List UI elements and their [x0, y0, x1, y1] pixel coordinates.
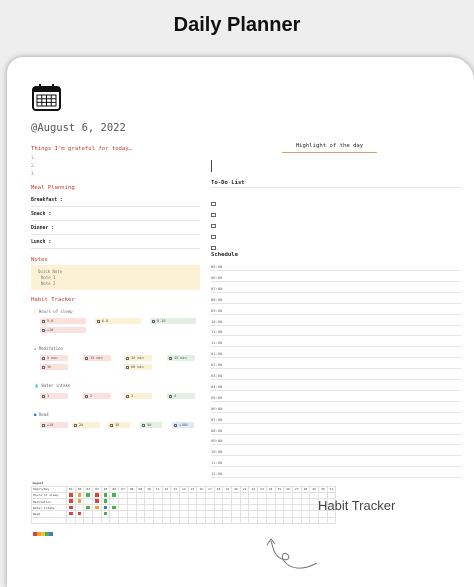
meditation-opt-1[interactable]: 5 min	[40, 355, 68, 361]
tracker-cell[interactable]	[266, 517, 275, 523]
tracker-dot	[104, 499, 108, 503]
color-palette	[33, 532, 53, 536]
swatch-red[interactable]	[33, 532, 37, 536]
schedule-slot[interactable]: 11:00	[211, 460, 223, 466]
tracker-cell[interactable]	[136, 517, 145, 523]
tracker-day-header: 23	[258, 486, 267, 492]
schedule-slot[interactable]: 11:00	[211, 329, 223, 335]
tracker-dot	[78, 512, 82, 516]
tracker-dot	[78, 493, 82, 497]
meal-dinner[interactable]: Dinner :	[31, 226, 55, 231]
read-opt-4[interactable]: 50	[140, 422, 162, 428]
tracker-cell[interactable]	[110, 517, 119, 523]
meditation-opt-5[interactable]: 1h	[40, 364, 68, 370]
tracker-cell[interactable]	[292, 517, 301, 523]
page-header-title: Daily Planner	[173, 14, 301, 36]
meal-lunch[interactable]: Lunch :	[31, 240, 52, 245]
schedule-divider	[211, 444, 461, 445]
tracker-cell[interactable]	[223, 517, 232, 523]
schedule-divider	[211, 434, 461, 435]
calendar-icon	[32, 83, 61, 111]
water-opt-4[interactable]: 4	[167, 393, 195, 399]
schedule-slot[interactable]: 05:00	[211, 264, 223, 269]
tracker-cell[interactable]	[284, 517, 293, 523]
tracker-day-header: 27	[292, 486, 301, 492]
moon-icon: ☾	[34, 309, 37, 314]
highlight-cursor[interactable]	[211, 160, 212, 172]
schedule-divider	[211, 466, 461, 467]
tracker-cell[interactable]	[75, 517, 84, 523]
schedule-slot[interactable]: 06:00	[211, 405, 223, 411]
tracker-cell[interactable]	[327, 517, 336, 523]
tracker-cell[interactable]	[171, 517, 180, 523]
schedule-slot[interactable]: 08:00	[211, 427, 223, 433]
tracker-dot	[86, 506, 90, 510]
water-opt-3[interactable]: 3	[124, 393, 152, 399]
schedule-divider	[211, 325, 461, 326]
divider	[31, 234, 200, 235]
tracker-day-header: 12	[162, 486, 171, 492]
gratitude-list	[31, 155, 36, 179]
tracker-cell[interactable]	[101, 517, 110, 523]
tracker-table	[31, 480, 336, 524]
tracker-dot	[69, 499, 73, 503]
meditation-opt-3[interactable]: 30 min	[124, 355, 152, 361]
tracker-day-header: 10	[145, 486, 154, 492]
schedule-divider	[211, 281, 461, 282]
tracker-row-blank	[32, 517, 67, 523]
tracker-dot	[78, 499, 82, 503]
schedule-slot[interactable]: 08:00	[211, 296, 223, 302]
tracker-cell[interactable]	[240, 517, 249, 523]
read-opt-2[interactable]: 20	[72, 422, 100, 428]
divider	[31, 248, 200, 249]
monthly-habit-tracker	[31, 480, 361, 524]
schedule-slot[interactable]: 05:00	[211, 394, 223, 400]
meditation-opt-4[interactable]: 45 min	[167, 355, 195, 361]
tracker-cell[interactable]	[232, 517, 241, 523]
schedule-divider	[211, 335, 461, 336]
tracker-cell[interactable]	[127, 517, 136, 523]
highlight-underline	[282, 152, 377, 153]
habit-tracker-title: Habit Tracker	[31, 297, 75, 303]
read-opt-3[interactable]: 30	[108, 422, 130, 428]
tracker-dot	[104, 493, 108, 497]
tracker-day-header: 21	[240, 486, 249, 492]
tracker-dot	[95, 499, 99, 503]
tracker-row-label: Hours of sleep	[32, 492, 67, 498]
tracker-cell[interactable]	[84, 517, 93, 523]
water-opt-2[interactable]: 2	[83, 393, 111, 399]
tracker-day-header: 02	[75, 486, 84, 492]
tracker-cell[interactable]	[162, 517, 171, 523]
tracker-dot	[95, 506, 99, 510]
schedule-slot[interactable]: 01:00	[211, 351, 223, 357]
schedule-divider	[211, 303, 461, 304]
planner-card	[7, 57, 474, 587]
read-habit-label: ■ Read	[34, 412, 49, 417]
tracker-day-header: 08	[127, 486, 136, 492]
notes-title: Notes	[31, 257, 48, 263]
water-opt-1[interactable]: 1	[40, 393, 68, 399]
note-1: Note 1	[41, 275, 56, 280]
tracker-cell[interactable]	[93, 517, 102, 523]
schedule-divider	[211, 423, 461, 424]
tracker-dot	[86, 493, 90, 497]
tracker-cell[interactable]	[310, 517, 319, 523]
tracker-day-header: 30	[318, 486, 327, 492]
read-opt-1[interactable]: +10	[40, 422, 68, 428]
schedule-divider	[211, 292, 461, 293]
tracker-day-header: 04	[93, 486, 102, 492]
schedule-slot[interactable]: 07:00	[211, 416, 223, 422]
tracker-cell[interactable]	[206, 517, 215, 523]
schedule-slot[interactable]: 09:00	[211, 438, 223, 444]
tracker-day-header: 25	[275, 486, 284, 492]
tracker-cell[interactable]	[67, 517, 76, 523]
tracker-cell[interactable]	[119, 517, 128, 523]
water-drop-icon: 💧	[34, 383, 39, 388]
schedule-divider	[211, 455, 461, 456]
tracker-day-header: 17	[206, 486, 215, 492]
sleep-opt-1[interactable]: 5-6	[40, 318, 86, 324]
gratitude-title: Things I’m grateful for today…	[31, 146, 133, 152]
tracker-dot	[69, 512, 73, 516]
divider	[31, 206, 200, 207]
notes-box[interactable]	[31, 265, 200, 290]
swatch-orange[interactable]	[37, 532, 41, 536]
sleep-opt-4[interactable]: +10	[40, 327, 86, 333]
tracker-cell[interactable]	[249, 517, 258, 523]
curved-arrow-icon	[262, 533, 322, 573]
tracker-day-header: 16	[197, 486, 206, 492]
schedule-divider	[211, 368, 461, 369]
schedule-slot[interactable]: 12:00	[211, 340, 223, 346]
swatch-green[interactable]	[45, 532, 49, 536]
schedule-divider	[211, 477, 461, 478]
schedule-slot[interactable]: 09:00	[211, 307, 223, 313]
gratitude-item-2[interactable]: 2.	[31, 163, 36, 168]
schedule-slot[interactable]: 03:00	[211, 373, 223, 378]
gratitude-item-3[interactable]: 3.	[31, 171, 36, 176]
schedule-title: Schedule	[211, 252, 238, 258]
tracker-cell[interactable]	[258, 517, 267, 523]
schedule-slot[interactable]: 04:00	[211, 383, 223, 389]
meditation-icon: ♙	[34, 346, 37, 351]
swatch-yellow[interactable]	[41, 532, 45, 536]
schedule-divider	[211, 401, 461, 402]
tracker-day-header: 20	[232, 486, 241, 492]
schedule-divider	[211, 314, 461, 315]
highlight-title: Highlight of the day	[295, 143, 364, 149]
tracker-dot	[69, 506, 73, 510]
tracker-dot	[112, 506, 116, 510]
tracker-header: Habit/Day	[32, 486, 67, 492]
book-icon: ■	[34, 412, 37, 417]
tracker-dot	[69, 493, 73, 497]
schedule-slot[interactable]: 12:00	[211, 471, 223, 477]
schedule-slot[interactable]: 07:00	[211, 285, 223, 291]
tracker-dot	[95, 493, 99, 497]
tracker-day-header: 24	[266, 486, 275, 492]
tracker-cell[interactable]	[145, 517, 154, 523]
tracker-day-header: 14	[179, 486, 188, 492]
schedule-divider	[211, 390, 461, 391]
read-opt-5[interactable]: +100	[172, 422, 194, 428]
tracker-cell[interactable]	[188, 517, 197, 523]
tracker-day-header: 22	[249, 486, 258, 492]
tracker-day-header: 18	[214, 486, 223, 492]
tracker-day-header: 01	[67, 486, 76, 492]
water-habit-label: 💧 Water intake	[34, 383, 71, 388]
tracker-day-header: 05	[101, 486, 110, 492]
meditation-opt-6[interactable]: 60 min	[124, 364, 152, 370]
gratitude-item-1[interactable]: 1.	[31, 155, 36, 160]
meal-snack[interactable]: Snack :	[31, 212, 52, 217]
tracker-dot	[104, 506, 108, 510]
todo-title: To-Do List	[211, 180, 245, 186]
tracker-day-header: 07	[119, 486, 128, 492]
tracker-row-label: Meditation	[32, 499, 67, 505]
tracker-cell[interactable]	[318, 517, 327, 523]
schedule-divider	[211, 379, 461, 380]
tracker-row-label: Read	[32, 511, 67, 517]
tracker-day-header: 13	[171, 486, 180, 492]
tracker-day-header: 03	[84, 486, 93, 492]
schedule-divider	[211, 412, 461, 413]
tracker-day-header: 19	[223, 486, 232, 492]
page-date: @August 6, 2022	[31, 122, 126, 134]
schedule-divider	[211, 346, 461, 347]
tracker-cell[interactable]	[179, 517, 188, 523]
tracker-cell[interactable]	[275, 517, 284, 523]
tracker-cell[interactable]	[214, 517, 223, 523]
tracker-day-header: 11	[153, 486, 162, 492]
tracker-row-label: Water intake	[32, 505, 67, 511]
tracker-day-header: 06	[110, 486, 119, 492]
meditation-opt-2[interactable]: 15 min	[83, 355, 111, 361]
divider	[211, 187, 461, 188]
tracker-day-header: 28	[301, 486, 310, 492]
meal-breakfast[interactable]: Breakfast :	[31, 198, 63, 203]
schedule-divider	[211, 357, 461, 358]
divider	[31, 220, 200, 221]
schedule-slot[interactable]: 10:00	[211, 449, 223, 455]
sleep-opt-2[interactable]: 6-8	[95, 318, 141, 324]
schedule-slot[interactable]: 10:00	[211, 318, 223, 324]
tracker-month: August	[32, 480, 44, 485]
tracker-dot	[104, 512, 108, 516]
tracker-cell[interactable]	[153, 517, 162, 523]
tracker-day-header: 29	[310, 486, 319, 492]
tracker-day-header: 15	[188, 486, 197, 492]
habit-tracker-caption: Habit Tracker	[318, 498, 396, 513]
quick-note: Quick Note	[38, 269, 63, 274]
note-2: Note 2	[41, 281, 56, 286]
tracker-day-header: 09	[136, 486, 145, 492]
schedule-slot[interactable]: 06:00	[211, 274, 223, 280]
tracker-day-header: 26	[284, 486, 293, 492]
swatch-blue[interactable]	[49, 532, 53, 536]
sleep-habit-label: ☾ Hours of sleep	[34, 309, 73, 314]
tracker-dot	[112, 493, 116, 497]
schedule-divider	[211, 270, 461, 271]
schedule-slot[interactable]: 02:00	[211, 362, 223, 368]
tracker-cell[interactable]	[197, 517, 206, 523]
tracker-cell[interactable]	[301, 517, 310, 523]
sleep-opt-3[interactable]: 8-10	[150, 318, 196, 324]
tracker-day-header: 31	[327, 486, 336, 492]
meditation-habit-label: ♙ Meditation	[34, 346, 63, 351]
meal-title: Meal Planning	[31, 185, 75, 191]
